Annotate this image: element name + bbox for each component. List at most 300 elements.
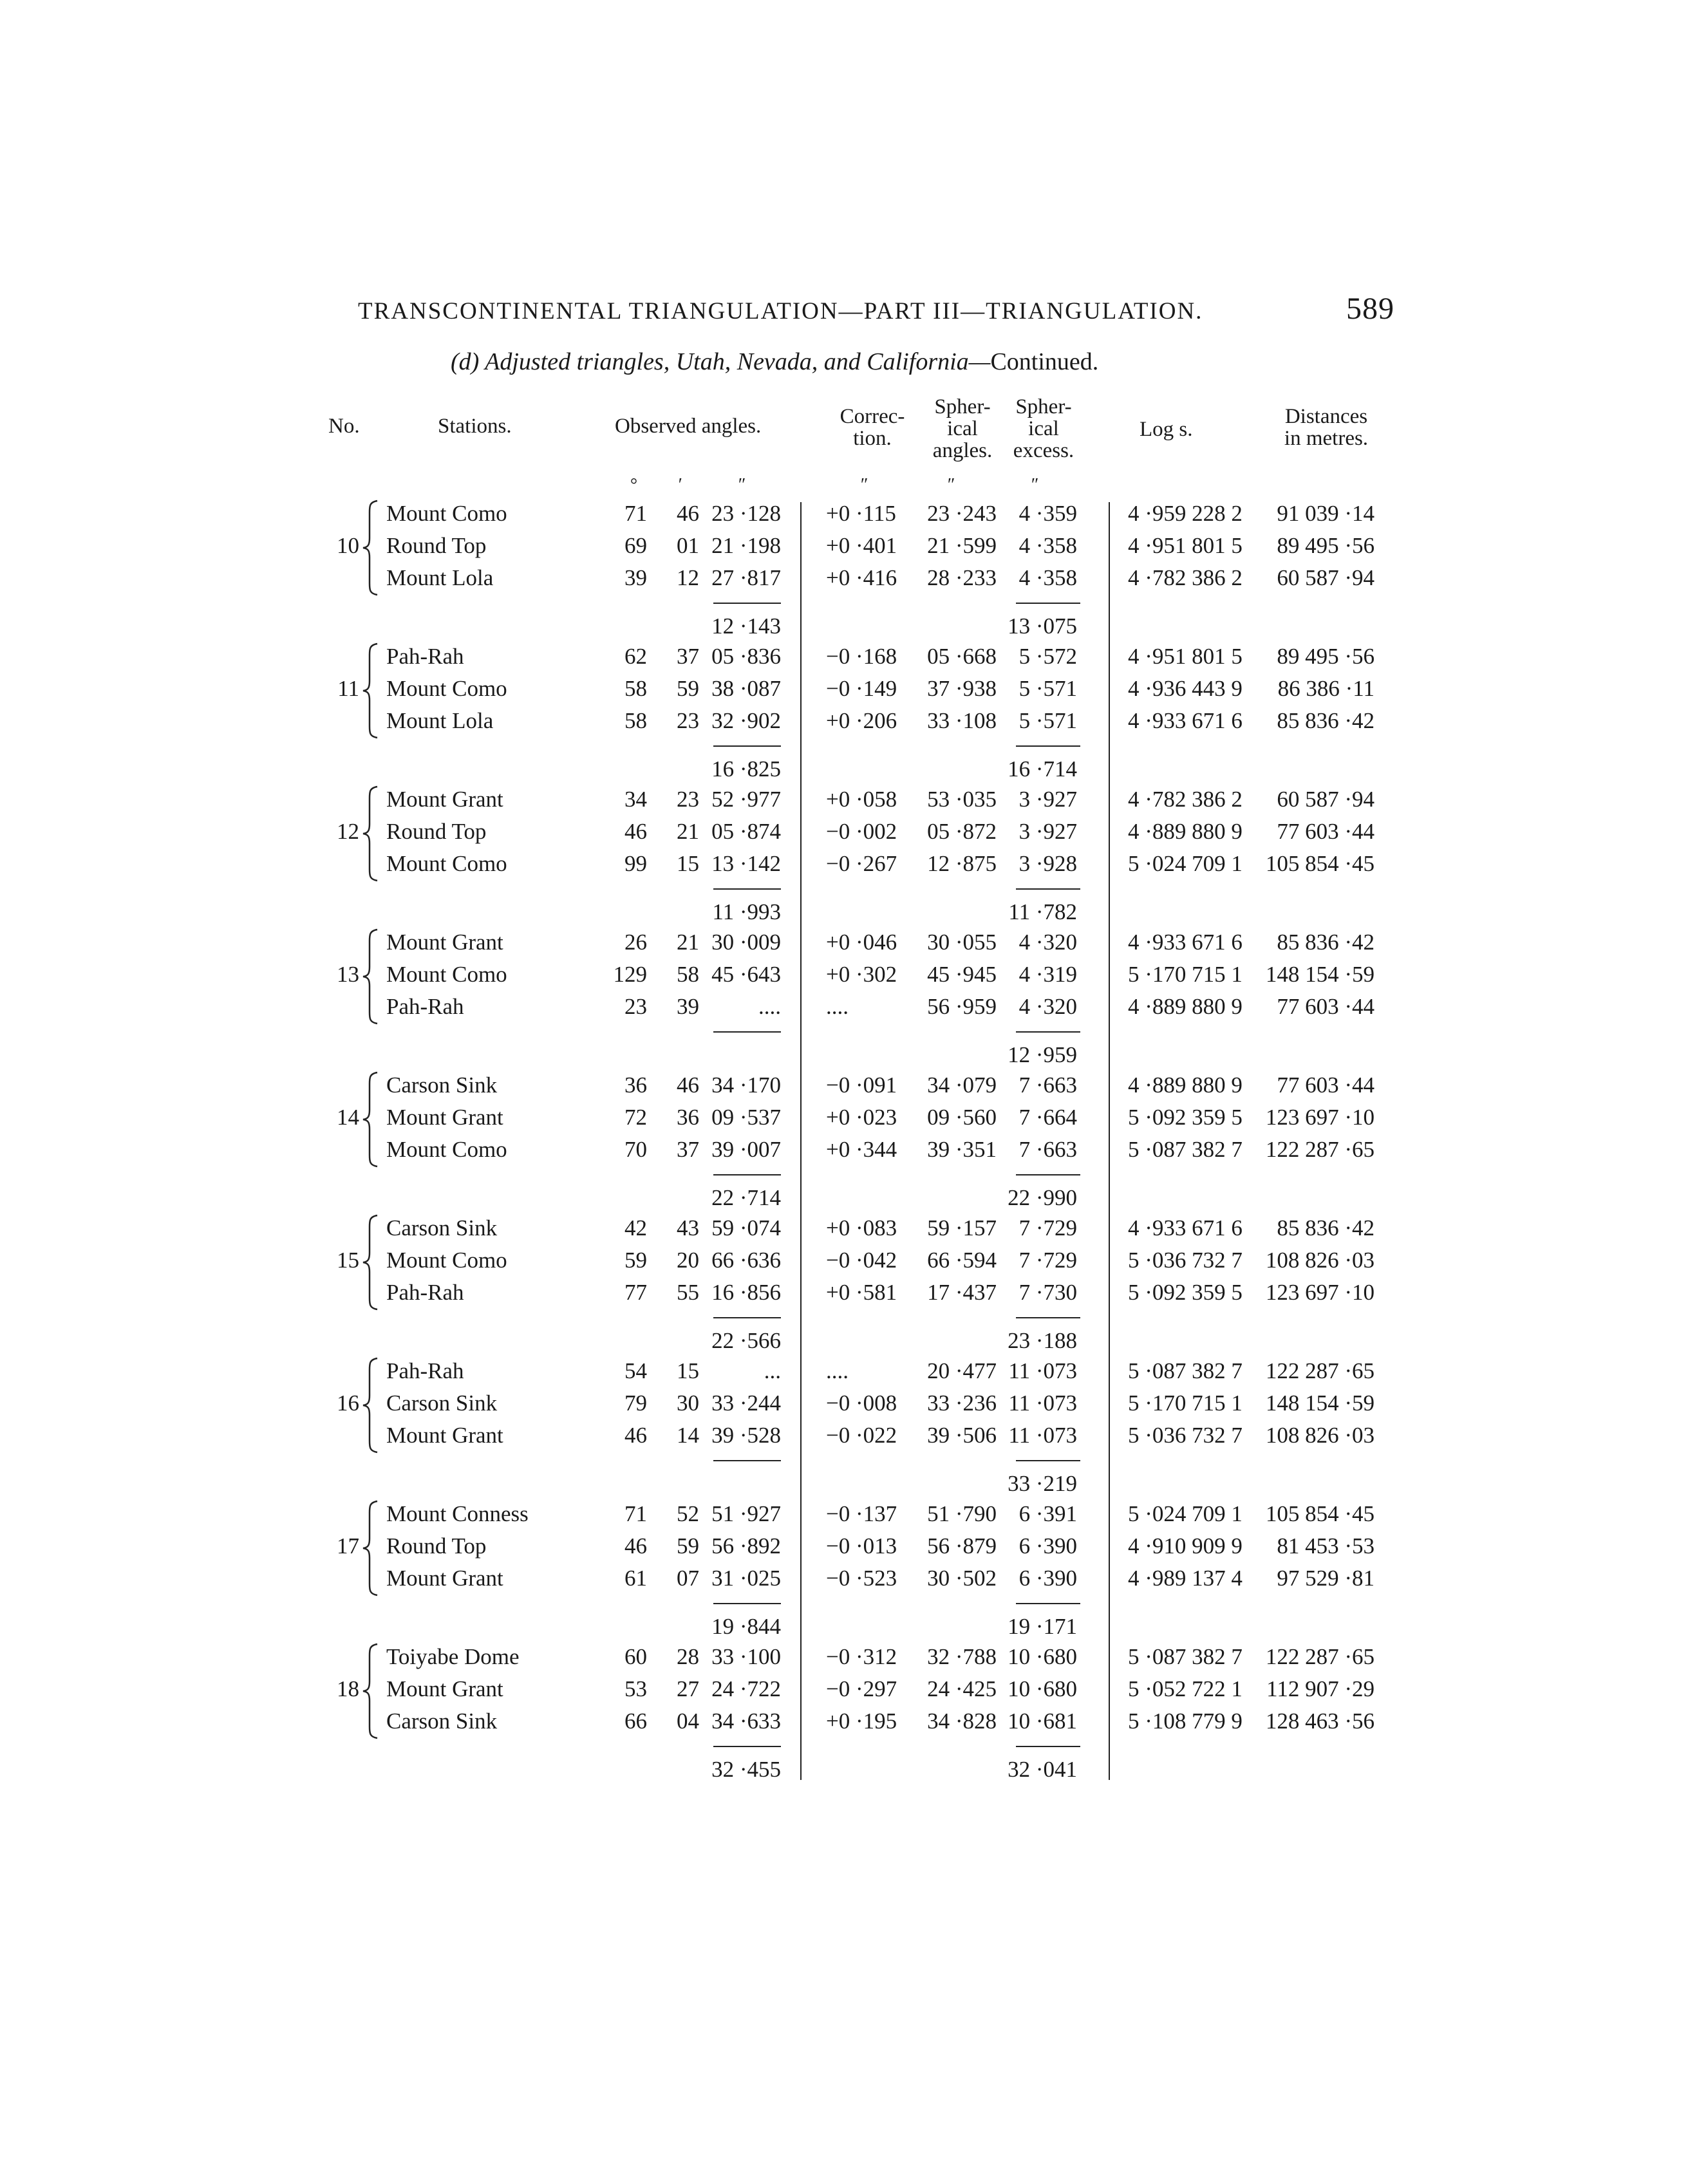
cell-exc: 10 ·680 bbox=[1008, 1644, 1077, 1669]
col-header-spherical-excess bbox=[1002, 396, 1085, 462]
cell-corr: .... bbox=[826, 1358, 849, 1383]
col-header-correction-line2: tion. bbox=[853, 427, 892, 450]
cell-sph: 51 ·790 bbox=[927, 1501, 997, 1526]
triangle-number: 10 bbox=[337, 533, 359, 558]
cell-sec: 39 ·007 bbox=[711, 1137, 781, 1162]
cell-min: 43 bbox=[677, 1215, 699, 1240]
cell-dist: 85 836 ·42 bbox=[1277, 1215, 1375, 1240]
cell-exc: 6 ·390 bbox=[1018, 1533, 1077, 1559]
sum-excess: 11 ·782 bbox=[1008, 899, 1077, 924]
cell-deg: 70 bbox=[624, 1137, 647, 1162]
col-header-correction-line1: Correc- bbox=[840, 405, 905, 428]
col-header-exc-line2: ical bbox=[1028, 417, 1059, 440]
cell-dist: 122 287 ·65 bbox=[1265, 1358, 1375, 1383]
cell-sph: 56 ·959 bbox=[927, 994, 997, 1019]
cell-exc: 4 ·320 bbox=[1018, 994, 1077, 1019]
cell-corr: +0 ·344 bbox=[826, 1137, 897, 1162]
cell-log: 4 ·989 137 4 bbox=[1128, 1566, 1243, 1591]
cell-corr: −0 ·091 bbox=[826, 1072, 897, 1098]
sum-rule-observed bbox=[713, 1746, 781, 1747]
cell-min: 36 bbox=[677, 1105, 699, 1130]
sum-excess: 33 ·219 bbox=[1008, 1471, 1077, 1496]
cell-corr: +0 ·115 bbox=[826, 501, 896, 526]
cell-station: Pah-Rah bbox=[386, 1358, 464, 1383]
sum-excess: 22 ·990 bbox=[1008, 1185, 1077, 1210]
cell-min: 23 bbox=[677, 787, 699, 812]
cell-exc: 7 ·663 bbox=[1018, 1137, 1077, 1162]
unit-excess: ″ bbox=[1030, 475, 1038, 495]
sum-rule-excess bbox=[1016, 1174, 1080, 1175]
cell-deg: 60 bbox=[624, 1644, 647, 1669]
col-header-distances bbox=[1272, 406, 1381, 449]
cell-corr: +0 ·046 bbox=[826, 930, 897, 955]
triangle-number: 17 bbox=[337, 1533, 359, 1559]
cell-sec: 27 ·817 bbox=[711, 565, 781, 590]
col-header-observed: Observed angles. bbox=[615, 415, 762, 438]
unit-degrees: ° bbox=[630, 475, 637, 495]
cell-sph: 34 ·828 bbox=[927, 1709, 997, 1734]
sum-rule-observed bbox=[713, 1460, 781, 1461]
cell-sec: 21 ·198 bbox=[711, 533, 781, 558]
cell-min: 30 bbox=[677, 1390, 699, 1416]
cell-deg: 71 bbox=[624, 501, 647, 526]
sum-excess: 19 ·171 bbox=[1008, 1614, 1077, 1639]
cell-corr: −0 ·002 bbox=[826, 819, 897, 844]
cell-min: 55 bbox=[677, 1280, 699, 1305]
table-row bbox=[0, 1280, 1708, 1313]
cell-corr: −0 ·312 bbox=[826, 1644, 897, 1669]
cell-sph: 53 ·035 bbox=[927, 787, 997, 812]
cell-dist: 89 495 ·56 bbox=[1277, 644, 1375, 669]
cell-station: Mount Como bbox=[386, 676, 507, 701]
cell-station: Mount Como bbox=[386, 851, 507, 876]
cell-exc: 7 ·664 bbox=[1018, 1105, 1077, 1130]
cell-sph: 24 ·425 bbox=[927, 1676, 997, 1701]
page-header bbox=[358, 291, 1394, 330]
cell-min: 15 bbox=[677, 1358, 699, 1383]
table-row bbox=[0, 1676, 1708, 1710]
cell-min: 01 bbox=[677, 533, 699, 558]
cell-station: Mount Grant bbox=[386, 787, 503, 812]
cell-corr: +0 ·206 bbox=[826, 708, 897, 733]
table-row bbox=[0, 1709, 1708, 1742]
sum-rule-excess bbox=[1016, 1317, 1080, 1318]
cell-dist: 122 287 ·65 bbox=[1265, 1137, 1375, 1162]
cell-deg: 77 bbox=[624, 1280, 647, 1305]
sum-rule-observed bbox=[713, 1317, 781, 1318]
cell-dist: 148 154 ·59 bbox=[1265, 1390, 1375, 1416]
cell-station: Carson Sink bbox=[386, 1390, 498, 1416]
cell-corr: +0 ·302 bbox=[826, 962, 897, 987]
cell-dist: 85 836 ·42 bbox=[1277, 930, 1375, 955]
cell-sec: 52 ·977 bbox=[711, 787, 781, 812]
cell-corr: −0 ·137 bbox=[826, 1501, 897, 1526]
cell-deg: 58 bbox=[624, 676, 647, 701]
cell-deg: 26 bbox=[624, 930, 647, 955]
col-header-stations: Stations. bbox=[438, 415, 512, 438]
cell-dist: 60 587 ·94 bbox=[1277, 787, 1375, 812]
sum-observed: 32 ·455 bbox=[711, 1757, 781, 1782]
cell-log: 5 ·092 359 5 bbox=[1128, 1280, 1243, 1305]
cell-log: 5 ·170 715 1 bbox=[1128, 1390, 1243, 1416]
table-row bbox=[0, 1644, 1708, 1678]
cell-dist: 128 463 ·56 bbox=[1265, 1709, 1375, 1734]
sum-observed: 22 ·566 bbox=[711, 1328, 781, 1353]
cell-dist: 81 453 ·53 bbox=[1277, 1533, 1375, 1559]
cell-sec: 34 ·170 bbox=[711, 1072, 781, 1098]
cell-exc: 7 ·663 bbox=[1018, 1072, 1077, 1098]
sum-observed: 11 ·993 bbox=[712, 899, 781, 924]
cell-sph: 33 ·108 bbox=[927, 708, 997, 733]
table-subtitle bbox=[451, 348, 1098, 376]
cell-dist: 148 154 ·59 bbox=[1265, 962, 1375, 987]
table-row bbox=[0, 930, 1708, 963]
cell-deg: 46 bbox=[624, 819, 647, 844]
cell-corr: −0 ·042 bbox=[826, 1248, 897, 1273]
cell-exc: 6 ·390 bbox=[1018, 1566, 1077, 1591]
cell-log: 4 ·951 801 5 bbox=[1128, 644, 1243, 669]
cell-dist: 60 587 ·94 bbox=[1277, 565, 1375, 590]
cell-log: 5 ·108 779 9 bbox=[1128, 1709, 1243, 1734]
cell-sec: 32 ·902 bbox=[711, 708, 781, 733]
cell-sph: 32 ·788 bbox=[927, 1644, 997, 1669]
cell-log: 5 ·087 382 7 bbox=[1128, 1358, 1243, 1383]
table-row bbox=[0, 676, 1708, 709]
sum-rule-excess bbox=[1016, 745, 1080, 747]
cell-sph: 39 ·506 bbox=[927, 1423, 997, 1448]
cell-min: 14 bbox=[677, 1423, 699, 1448]
cell-deg: 46 bbox=[624, 1533, 647, 1559]
cell-log: 5 ·087 382 7 bbox=[1128, 1137, 1243, 1162]
cell-sec: 30 ·009 bbox=[711, 930, 781, 955]
cell-log: 5 ·052 722 1 bbox=[1128, 1676, 1243, 1701]
table-row bbox=[0, 644, 1708, 677]
sum-observed: 12 ·143 bbox=[711, 613, 781, 639]
sum-rule-excess bbox=[1016, 603, 1080, 604]
cell-dist: 77 603 ·44 bbox=[1277, 994, 1375, 1019]
cell-min: 59 bbox=[677, 676, 699, 701]
cell-sec: 33 ·100 bbox=[711, 1644, 781, 1669]
sum-excess: 32 ·041 bbox=[1008, 1757, 1077, 1782]
unit-spherical: ″ bbox=[946, 475, 954, 495]
cell-log: 4 ·910 909 9 bbox=[1128, 1533, 1243, 1559]
cell-dist: 108 826 ·03 bbox=[1265, 1423, 1375, 1448]
cell-deg: 129 bbox=[613, 962, 647, 987]
cell-station: Mount Como bbox=[386, 501, 507, 526]
cell-exc: 4 ·358 bbox=[1018, 565, 1077, 590]
col-header-no: No. bbox=[328, 415, 360, 438]
table-row bbox=[0, 1390, 1708, 1424]
sum-rule-excess bbox=[1016, 1031, 1080, 1033]
cell-station: Mount Como bbox=[386, 1137, 507, 1162]
table-row bbox=[0, 1105, 1708, 1138]
triangle-number: 14 bbox=[337, 1105, 359, 1130]
cell-dist: 91 039 ·14 bbox=[1277, 501, 1375, 526]
cell-log: 4 ·889 880 9 bbox=[1128, 994, 1243, 1019]
cell-sec: 05 ·836 bbox=[711, 644, 781, 669]
cell-sph: 05 ·668 bbox=[927, 644, 997, 669]
sum-rule-observed bbox=[713, 1174, 781, 1175]
cell-deg: 36 bbox=[624, 1072, 647, 1098]
cell-dist: 105 854 ·45 bbox=[1265, 851, 1375, 876]
cell-station: Mount Grant bbox=[386, 1423, 503, 1448]
cell-log: 5 ·092 359 5 bbox=[1128, 1105, 1243, 1130]
page-number: 589 bbox=[1346, 292, 1394, 326]
cell-min: 28 bbox=[677, 1644, 699, 1669]
cell-sec: 31 ·025 bbox=[711, 1566, 781, 1591]
cell-dist: 85 836 ·42 bbox=[1277, 708, 1375, 733]
sum-observed: 22 ·714 bbox=[711, 1185, 781, 1210]
cell-min: 52 bbox=[677, 1501, 699, 1526]
cell-log: 4 ·782 386 2 bbox=[1128, 787, 1243, 812]
cell-dist: 97 529 ·81 bbox=[1277, 1566, 1375, 1591]
cell-corr: −0 ·149 bbox=[826, 676, 897, 701]
table-row bbox=[0, 501, 1708, 534]
cell-exc: 10 ·681 bbox=[1008, 1709, 1077, 1734]
cell-station: Toiyabe Dome bbox=[386, 1644, 520, 1669]
cell-sph: 20 ·477 bbox=[927, 1358, 997, 1383]
cell-min: 59 bbox=[677, 1533, 699, 1559]
cell-min: 21 bbox=[677, 930, 699, 955]
cell-exc: 3 ·928 bbox=[1018, 851, 1077, 876]
table-row bbox=[0, 1358, 1708, 1392]
cell-log: 5 ·036 732 7 bbox=[1128, 1248, 1243, 1273]
cell-log: 4 ·889 880 9 bbox=[1128, 819, 1243, 844]
cell-exc: 7 ·729 bbox=[1018, 1215, 1077, 1240]
cell-exc: 10 ·680 bbox=[1008, 1676, 1077, 1701]
cell-exc: 3 ·927 bbox=[1018, 787, 1077, 812]
cell-min: 39 bbox=[677, 994, 699, 1019]
col-header-dist-line2: in metres. bbox=[1284, 427, 1369, 450]
cell-min: 58 bbox=[677, 962, 699, 987]
cell-sph: 05 ·872 bbox=[927, 819, 997, 844]
triangle-number: 15 bbox=[337, 1248, 359, 1273]
cell-log: 4 ·889 880 9 bbox=[1128, 1072, 1243, 1098]
cell-corr: −0 ·267 bbox=[826, 851, 897, 876]
cell-sec: 34 ·633 bbox=[711, 1709, 781, 1734]
cell-corr: −0 ·008 bbox=[826, 1390, 897, 1416]
unit-minutes: ′ bbox=[677, 475, 682, 495]
cell-corr: −0 ·523 bbox=[826, 1566, 897, 1591]
table-row bbox=[0, 851, 1708, 885]
cell-log: 4 ·936 443 9 bbox=[1128, 676, 1243, 701]
sum-excess: 13 ·075 bbox=[1008, 613, 1077, 639]
cell-deg: 59 bbox=[624, 1248, 647, 1273]
cell-sph: 30 ·055 bbox=[927, 930, 997, 955]
cell-station: Mount Grant bbox=[386, 1566, 503, 1591]
cell-sph: 59 ·157 bbox=[927, 1215, 997, 1240]
col-header-correction bbox=[831, 406, 914, 449]
cell-deg: 42 bbox=[624, 1215, 647, 1240]
cell-deg: 23 bbox=[624, 994, 647, 1019]
cell-log: 5 ·087 382 7 bbox=[1128, 1644, 1243, 1669]
cell-log: 5 ·170 715 1 bbox=[1128, 962, 1243, 987]
cell-dist: 122 287 ·65 bbox=[1265, 1644, 1375, 1669]
table-row bbox=[0, 708, 1708, 742]
cell-deg: 79 bbox=[624, 1390, 647, 1416]
cell-sec: 56 ·892 bbox=[711, 1533, 781, 1559]
cell-dist: 77 603 ·44 bbox=[1277, 1072, 1375, 1098]
cell-sph: 17 ·437 bbox=[927, 1280, 997, 1305]
running-head: TRANSCONTINENTAL TRIANGULATION—PART III—TRIANGULATION. bbox=[358, 298, 1203, 324]
cell-deg: 34 bbox=[624, 787, 647, 812]
col-header-sph-line1: Spher- bbox=[934, 395, 991, 418]
cell-min: 15 bbox=[677, 851, 699, 876]
cell-deg: 71 bbox=[624, 1501, 647, 1526]
cell-station: Pah-Rah bbox=[386, 644, 464, 669]
cell-dist: 112 907 ·29 bbox=[1266, 1676, 1375, 1701]
table-row bbox=[0, 1423, 1708, 1456]
cell-min: 46 bbox=[677, 501, 699, 526]
cell-exc: 6 ·391 bbox=[1018, 1501, 1077, 1526]
cell-deg: 58 bbox=[624, 708, 647, 733]
cell-sph: 23 ·243 bbox=[927, 501, 997, 526]
cell-sec: 09 ·537 bbox=[711, 1105, 781, 1130]
sum-rule-observed bbox=[713, 1603, 781, 1604]
cell-station: Mount Conness bbox=[386, 1501, 529, 1526]
cell-station: Mount Como bbox=[386, 1248, 507, 1273]
cell-log: 4 ·951 801 5 bbox=[1128, 533, 1243, 558]
cell-exc: 5 ·571 bbox=[1018, 708, 1077, 733]
cell-sph: 09 ·560 bbox=[927, 1105, 997, 1130]
cell-dist: 77 603 ·44 bbox=[1277, 819, 1375, 844]
cell-sec: 45 ·643 bbox=[711, 962, 781, 987]
table-row bbox=[0, 1501, 1708, 1535]
sum-excess: 12 ·959 bbox=[1008, 1042, 1077, 1067]
cell-sph: 28 ·233 bbox=[927, 565, 997, 590]
cell-exc: 11 ·073 bbox=[1008, 1390, 1077, 1416]
cell-min: 21 bbox=[677, 819, 699, 844]
cell-exc: 4 ·358 bbox=[1018, 533, 1077, 558]
table-row bbox=[0, 962, 1708, 995]
cell-exc: 11 ·073 bbox=[1008, 1423, 1077, 1448]
sum-rule-excess bbox=[1016, 1460, 1080, 1461]
cell-station: Round Top bbox=[386, 1533, 487, 1559]
cell-station: Mount Lola bbox=[386, 708, 494, 733]
cell-exc: 7 ·729 bbox=[1018, 1248, 1077, 1273]
cell-corr: −0 ·022 bbox=[826, 1423, 897, 1448]
cell-dist: 89 495 ·56 bbox=[1277, 533, 1375, 558]
cell-log: 5 ·024 709 1 bbox=[1128, 851, 1243, 876]
cell-dist: 105 854 ·45 bbox=[1265, 1501, 1375, 1526]
sum-rule-observed bbox=[713, 888, 781, 890]
col-header-spherical-angles bbox=[921, 396, 1004, 462]
cell-dist: 108 826 ·03 bbox=[1265, 1248, 1375, 1273]
cell-log: 4 ·933 671 6 bbox=[1128, 1215, 1243, 1240]
cell-sph: 39 ·351 bbox=[927, 1137, 997, 1162]
table-row bbox=[0, 1533, 1708, 1567]
cell-corr: .... bbox=[826, 994, 849, 1019]
triangle-number: 12 bbox=[337, 819, 359, 844]
unit-seconds: ″ bbox=[737, 475, 745, 495]
cell-dist: 123 697 ·10 bbox=[1265, 1105, 1375, 1130]
cell-exc: 4 ·319 bbox=[1018, 962, 1077, 987]
table-row bbox=[0, 1248, 1708, 1281]
cell-exc: 4 ·320 bbox=[1018, 930, 1077, 955]
col-header-exc-line1: Spher- bbox=[1015, 395, 1072, 418]
table-row bbox=[0, 1566, 1708, 1599]
cell-sph: 21 ·599 bbox=[927, 533, 997, 558]
table-row bbox=[0, 994, 1708, 1027]
cell-min: 23 bbox=[677, 708, 699, 733]
cell-exc: 5 ·572 bbox=[1018, 644, 1077, 669]
sum-rule-observed bbox=[713, 1031, 781, 1033]
cell-sph: 34 ·079 bbox=[927, 1072, 997, 1098]
cell-sec: 51 ·927 bbox=[711, 1501, 781, 1526]
cell-deg: 61 bbox=[624, 1566, 647, 1591]
cell-station: Carson Sink bbox=[386, 1072, 498, 1098]
cell-corr: +0 ·401 bbox=[826, 533, 897, 558]
cell-sph: 45 ·945 bbox=[927, 962, 997, 987]
cell-dist: 86 386 ·11 bbox=[1277, 676, 1375, 701]
cell-station: Mount Grant bbox=[386, 1105, 503, 1130]
table-row bbox=[0, 1072, 1708, 1106]
cell-log: 4 ·782 386 2 bbox=[1128, 565, 1243, 590]
cell-corr: +0 ·058 bbox=[826, 787, 897, 812]
cell-exc: 3 ·927 bbox=[1018, 819, 1077, 844]
cell-corr: +0 ·083 bbox=[826, 1215, 897, 1240]
sum-excess: 16 ·714 bbox=[1008, 756, 1077, 782]
col-header-log: Log s. bbox=[1140, 418, 1193, 441]
cell-min: 37 bbox=[677, 644, 699, 669]
sum-rule-observed bbox=[713, 745, 781, 747]
triangle-number: 11 bbox=[337, 676, 359, 701]
cell-deg: 54 bbox=[624, 1358, 647, 1383]
subtitle-continued: Continued. bbox=[990, 348, 1099, 375]
cell-sec: 66 ·636 bbox=[711, 1248, 781, 1273]
table-row bbox=[0, 819, 1708, 852]
cell-sph: 66 ·594 bbox=[927, 1248, 997, 1273]
cell-station: Mount Grant bbox=[386, 1676, 503, 1701]
cell-sec: 16 ·856 bbox=[711, 1280, 781, 1305]
triangle-number: 18 bbox=[337, 1676, 359, 1701]
col-header-exc-line3: excess. bbox=[1013, 439, 1075, 462]
cell-deg: 99 bbox=[624, 851, 647, 876]
cell-log: 4 ·933 671 6 bbox=[1128, 708, 1243, 733]
sum-rule-observed bbox=[713, 603, 781, 604]
cell-station: Carson Sink bbox=[386, 1215, 498, 1240]
cell-deg: 72 bbox=[624, 1105, 647, 1130]
cell-sec: 59 ·074 bbox=[711, 1215, 781, 1240]
cell-exc: 4 ·359 bbox=[1018, 501, 1077, 526]
sum-rule-excess bbox=[1016, 1603, 1080, 1604]
cell-sec: 13 ·142 bbox=[711, 851, 781, 876]
cell-exc: 11 ·073 bbox=[1008, 1358, 1077, 1383]
unit-correction: ″ bbox=[859, 475, 867, 495]
cell-deg: 46 bbox=[624, 1423, 647, 1448]
cell-exc: 5 ·571 bbox=[1018, 676, 1077, 701]
cell-corr: +0 ·581 bbox=[826, 1280, 897, 1305]
table-row bbox=[0, 533, 1708, 566]
cell-min: 27 bbox=[677, 1676, 699, 1701]
cell-sec: 23 ·128 bbox=[711, 501, 781, 526]
cell-station: Mount Como bbox=[386, 962, 507, 987]
cell-corr: −0 ·168 bbox=[826, 644, 897, 669]
cell-corr: −0 ·013 bbox=[826, 1533, 897, 1559]
cell-min: 37 bbox=[677, 1137, 699, 1162]
cell-deg: 53 bbox=[624, 1676, 647, 1701]
triangle-number: 16 bbox=[337, 1390, 359, 1416]
cell-log: 4 ·959 228 2 bbox=[1128, 501, 1243, 526]
sum-rule-excess bbox=[1016, 1746, 1080, 1747]
subtitle-text: (d) Adjusted triangles, Utah, Nevada, and California— bbox=[451, 348, 991, 375]
cell-min: 12 bbox=[677, 565, 699, 590]
cell-station: Carson Sink bbox=[386, 1709, 498, 1734]
cell-corr: +0 ·023 bbox=[826, 1105, 897, 1130]
sum-observed: 16 ·825 bbox=[711, 756, 781, 782]
cell-corr: −0 ·297 bbox=[826, 1676, 897, 1701]
cell-station: Mount Lola bbox=[386, 565, 494, 590]
